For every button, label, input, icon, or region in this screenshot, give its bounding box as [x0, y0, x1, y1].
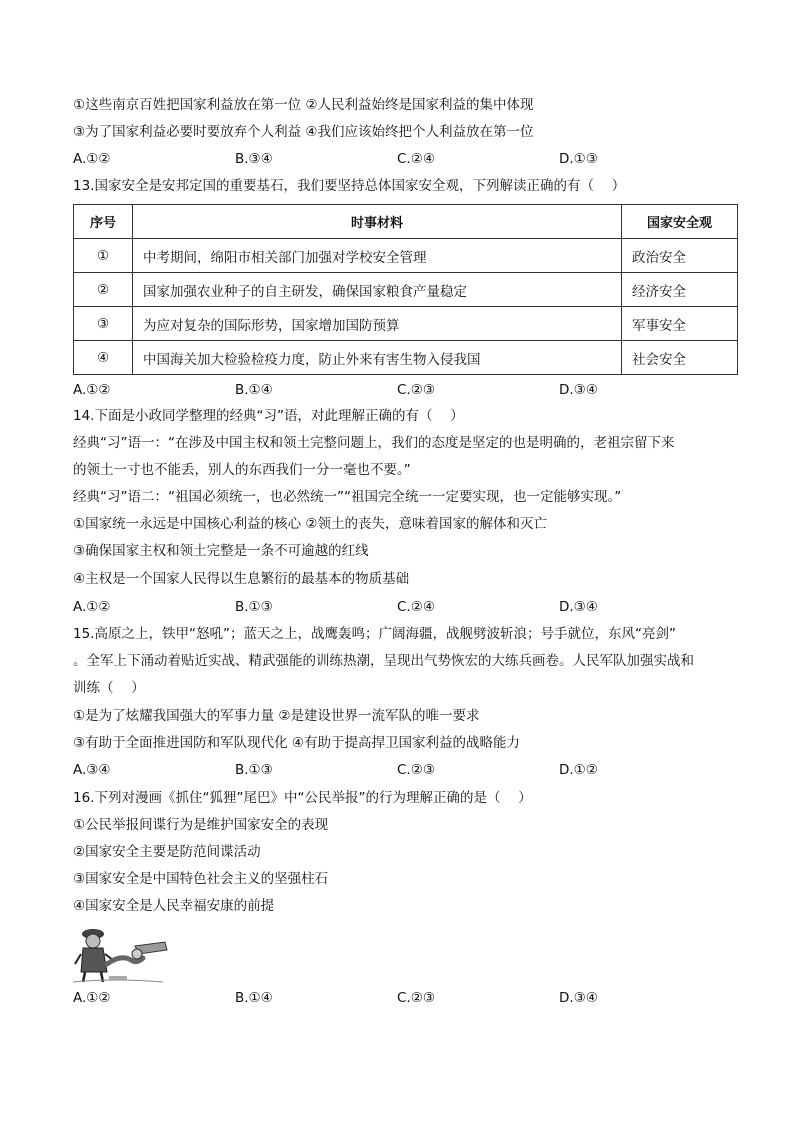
statement-line: ①这些南京百姓把国家利益放在第一位 ②人民利益始终是国家利益的集中体现: [73, 97, 534, 113]
q16-options: [73, 988, 733, 1008]
row-number: ④: [74, 341, 133, 375]
option-b[interactable]: B.①④: [235, 990, 273, 1006]
q15-stem-cont: 。全军上下涌动着贴近实战、精武强能的训练热潮，呈现出气势恢宏的大练兵画卷。人民军队加强实战和: [73, 653, 694, 669]
option-d[interactable]: D.①②: [559, 762, 598, 778]
row-material: 国家加强农业种子的自主研发，确保国家粮食产量稳定: [133, 273, 622, 307]
quote-line: 经典“习”语二：“祖国必须统一，也必然统一”“祖国完全统一一定要实现，也一定能够实现。”: [73, 489, 622, 505]
statement-line: ④国家安全是人民幸福安康的前提: [73, 898, 275, 914]
fox-tail-cartoon: [73, 924, 173, 986]
quote-line: 经典“习”语一：“在涉及中国主权和领土完整问题上，我们的态度是坚定的也是明确的，老祖宗留下来: [73, 435, 675, 451]
option-c[interactable]: C.②④: [397, 599, 435, 615]
statement-line: ①国家统一永远是中国核心利益的核心 ②领土的丧失，意味着国家的解体和灭亡: [73, 516, 547, 532]
option-a[interactable]: A.①②: [73, 382, 111, 398]
row-material: 为应对复杂的国际形势，国家增加国防预算: [133, 307, 622, 341]
option-c[interactable]: C.②③: [397, 762, 435, 778]
header-security-view: 国家安全观: [622, 205, 738, 239]
header-material: 时事材料: [133, 205, 622, 239]
q14-options: [73, 597, 733, 617]
option-c[interactable]: C.②③: [397, 990, 435, 1006]
option-d[interactable]: D.③④: [559, 382, 598, 398]
table-row: [74, 239, 738, 273]
row-number: ①: [74, 239, 133, 273]
row-number: ③: [74, 307, 133, 341]
row-material: 中考期间，绵阳市相关部门加强对学校安全管理: [133, 239, 622, 273]
q15-options: [73, 760, 733, 780]
option-c[interactable]: C.②③: [397, 382, 435, 398]
statement-line: ②国家安全主要是防范间谍活动: [73, 844, 261, 860]
row-view: 政治安全: [622, 239, 738, 273]
statement-line: ①公民举报间谍行为是维护国家安全的表现: [73, 817, 329, 833]
statement-line: ④主权是一个国家人民得以生息繁衍的最基本的物质基础: [73, 571, 410, 587]
option-d[interactable]: D.①③: [559, 151, 598, 167]
statement-line: ③为了国家利益必要时要放弃个人利益 ④我们应该始终把个人利益放在第一位: [73, 124, 534, 140]
option-c[interactable]: C.②④: [397, 151, 435, 167]
table-header-row: [74, 205, 738, 239]
header-number: 序号: [74, 205, 133, 239]
row-view: 军事安全: [622, 307, 738, 341]
statement-line: ③有助于全面推进国防和军队现代化 ④有助于提高捍卫国家利益的战略能力: [73, 735, 520, 751]
q13-table: [73, 204, 738, 375]
q15-stem: 15.高原之上，铁甲“怒吼”；蓝天之上，战鹰轰鸣；广阔海疆，战舰劈波斩浪；号手就位，东风“亮剑”: [73, 626, 676, 642]
statement-line: ③国家安全是中国特色社会主义的坚强柱石: [73, 871, 329, 887]
q16-stem: 16.下列对漫画《抓住“狐狸”尾巴》中“公民举报”的行为理解正确的是（ ）: [73, 790, 532, 806]
q13-stem: 13.国家安全是安邦定国的重要基石，我们要坚持总体国家安全观，下列解读正确的有（ ）: [73, 178, 626, 194]
table-row: [74, 273, 738, 307]
q15-stem-cont: 训练（ ）: [73, 680, 145, 696]
q13-options: [73, 380, 733, 400]
statement-line: ①是为了炫耀我国强大的军事力量 ②是建设世界一流军队的唯一要求: [73, 708, 480, 724]
option-d[interactable]: D.③④: [559, 599, 598, 615]
statement-line: ③确保国家主权和领土完整是一条不可逾越的红线: [73, 543, 369, 559]
option-b[interactable]: B.①③: [235, 599, 273, 615]
option-d[interactable]: D.③④: [559, 990, 598, 1006]
option-b[interactable]: B.①③: [235, 762, 273, 778]
table-row: [74, 307, 738, 341]
row-number: ②: [74, 273, 133, 307]
row-material: 中国海关加大检验检疫力度，防止外来有害生物入侵我国: [133, 341, 622, 375]
quote-line: 的领土一寸也不能丢，别人的东西我们一分一毫也不要。”: [73, 462, 411, 478]
option-a[interactable]: A.①②: [73, 599, 111, 615]
option-a[interactable]: A.①②: [73, 990, 111, 1006]
row-view: 经济安全: [622, 273, 738, 307]
option-a[interactable]: A.①②: [73, 151, 111, 167]
option-b[interactable]: B.①④: [235, 382, 273, 398]
option-a[interactable]: A.③④: [73, 762, 111, 778]
q12-options: [73, 149, 733, 169]
q14-stem: 14.下面是小政同学整理的经典“习”语，对此理解正确的有（ ）: [73, 408, 464, 424]
option-b[interactable]: B.③④: [235, 151, 273, 167]
row-view: 社会安全: [622, 341, 738, 375]
table-row: [74, 341, 738, 375]
